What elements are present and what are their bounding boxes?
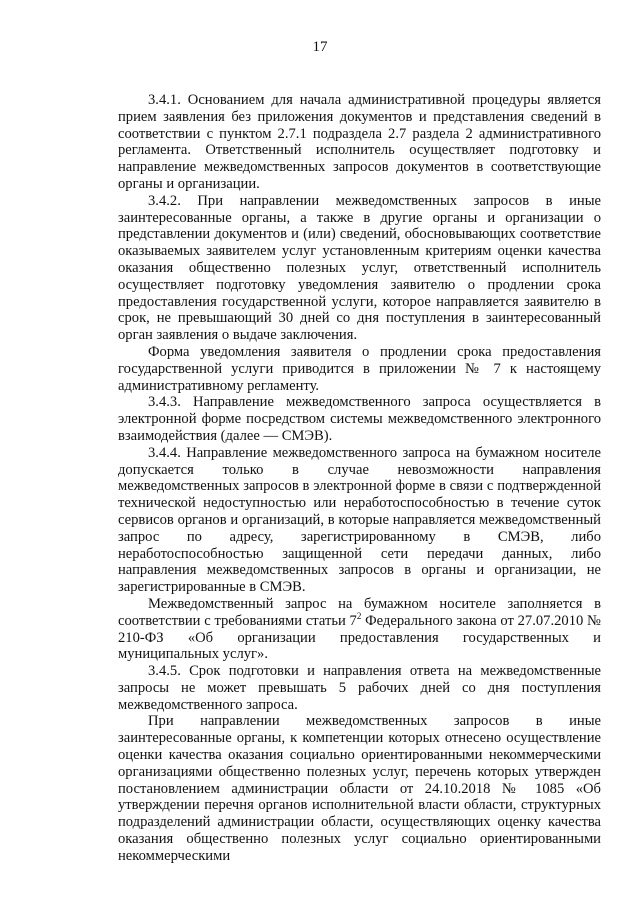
paragraph-3-4-3: 3.4.3. Направление межведомственного запроса осуществляется в электронной форме посредством системы межведомственного электронного взаимодействия (далее — СМЭВ). — [118, 394, 601, 444]
paragraph-3-4-5: 3.4.5. Срок подготовки и направления ответа на межведомственные запросы не может превышать 5 рабочих дней со дня поступления межведомственного запроса. — [118, 663, 601, 713]
paragraph-notification-form: Форма уведомления заявителя о продлении срока предоставления государственной услуги приводится в приложении № 7 к настоящему административному регламенту. — [118, 343, 601, 394]
article-superscript: 2 — [356, 610, 362, 621]
document-body — [118, 92, 601, 865]
paragraph-3-4-4: 3.4.4. Направление межведомственного запроса на бумажном носителе допускается только в случае невозможности направления межведомственных запросов в электронной форме в связи с подтвержденной технической недоступностью или неработоспособностью в течение суток сервисов органов и организаций, в которые направляется межведомственный запрос по адресу, зарегистрированному в СМЭВ, либо неработоспособностью защищенной сети передачи данных, либо направления межведомственных запросов в органы и организации, не зарегистрированные в СМЭВ. — [118, 444, 601, 596]
paragraph-other-bodies: При направлении межведомственных запросов в иные заинтересованные органы, к компетенции которых отнесено осуществление оценки качества оказания социально ориентированными некоммерческими организациями общественно полезных услуг, перечень которых утвержден постановлением администрации области от 24.10.2018 № 1085 «Об утверждении перечня органов исполнительной власти области, структурных подразделений администрации области, осуществляющих оценку качества оказания общественно полезных услуг социально ориентированными некоммерческими — [118, 713, 601, 864]
paragraph-paper-request-text-start: Межведомственный запрос на бумажном носителе заполняется в соответствии с требованиями статьи 7 — [118, 595, 601, 629]
page-number: 17 — [312, 39, 328, 55]
paragraph-paper-request-text-end: Федерального закона от 27.07.2010 № 210-ФЗ «Об организации предоставления государственных и муниципальных услуг». — [118, 612, 601, 663]
paragraph-3-4-2: 3.4.2. При направлении межведомственных запросов в иные заинтересованные органы, а также в другие органы и организации о представлении документов и (или) сведений, обосновывающих соответствие оказываемых заявителем услуг установленным критериям оценки качества оказания общественно полезных услуг, ответственный исполнитель осуществляет подготовку уведомления заявителю о продлении срока предоставления государственной услуги, которое направляется заявителю в срок, не превышающий 30 дней со дня поступления в заинтересованный орган заявления о выдаче заключения. — [118, 192, 601, 344]
paragraph-paper-request — [118, 596, 601, 663]
paragraph-3-4-1: 3.4.1. Основанием для начала административной процедуры является прием заявления без приложения документов и представления сведений в соответствии с пунктом 2.7.1 подраздела 2.7 раздела 2 административного регламента. Ответственный исполнитель осуществляет подготовку и направление межведомственных запросов документов в соответствующие органы и организации. — [118, 92, 601, 192]
